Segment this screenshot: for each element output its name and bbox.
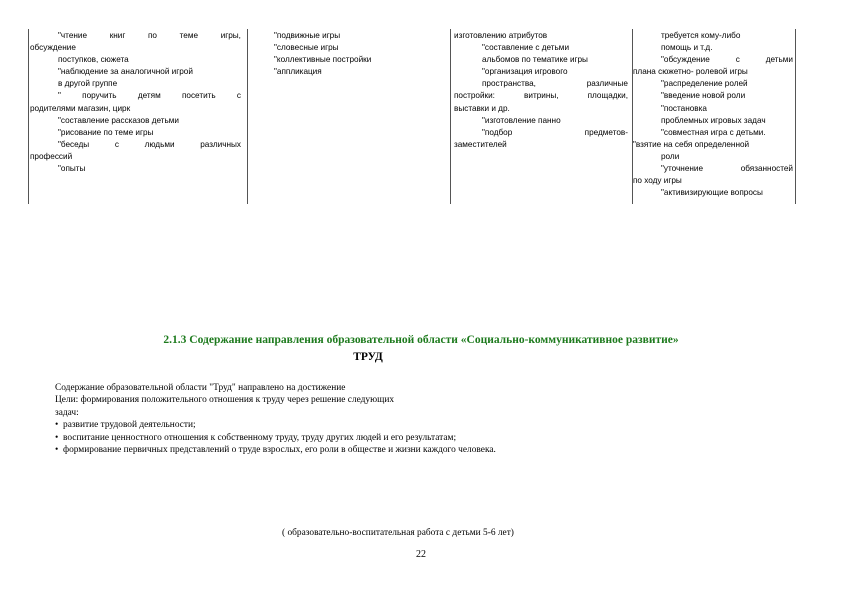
table-cell-word: с bbox=[114, 139, 119, 149]
table-cell-line bbox=[633, 163, 793, 175]
bullet-icon: • bbox=[55, 445, 59, 456]
table-cell-line: помощь и т.д. bbox=[661, 43, 713, 53]
table-cell-word: "уточнение bbox=[661, 164, 704, 174]
table-cell-line: проблемных игровых задач bbox=[661, 115, 766, 125]
task-item: • развитие трудовой деятельности; bbox=[55, 420, 196, 431]
table-cell-word: по bbox=[148, 31, 157, 40]
intro-text: Содержание образовательной области "Труд" направлено на достижение bbox=[55, 383, 346, 393]
table-cell-word: витрины, bbox=[524, 91, 559, 101]
table-cell-word: с bbox=[236, 91, 241, 101]
table-cell-line: изготовлению атрибутов bbox=[454, 31, 548, 40]
table-border bbox=[247, 29, 248, 204]
table-cell-word: площадки, bbox=[587, 91, 628, 101]
table-cell-line: "составление рассказов детьми bbox=[58, 115, 180, 125]
table-cell-word: " bbox=[58, 91, 61, 101]
table-cell-line: родителями магазин, цирк bbox=[30, 103, 131, 113]
table-cell-line: "постановка bbox=[661, 103, 707, 113]
table-cell-word: "чтение bbox=[58, 31, 88, 40]
table-cell-line: требуется кому-либо bbox=[661, 31, 741, 40]
table-cell-line bbox=[30, 30, 241, 42]
table-cell-line: "совместная игра с детьми. bbox=[661, 127, 766, 137]
table-cell-line bbox=[454, 78, 628, 90]
table-cell-word: игры, bbox=[220, 31, 241, 40]
table-cell-word: пространства, bbox=[482, 79, 536, 89]
table-cell-line: поступков, сюжета bbox=[58, 55, 129, 65]
table-cell-line: плана сюжетно- ролевой игры bbox=[633, 67, 748, 77]
table-cell-word: обязанностей bbox=[740, 164, 793, 174]
page-number: 22 bbox=[416, 549, 426, 560]
table-cell-word: с bbox=[735, 55, 740, 65]
table-column-2 bbox=[274, 30, 444, 78]
table-cell-line bbox=[633, 54, 793, 66]
table-cell-line: "активизирующие вопросы bbox=[661, 188, 763, 198]
table-cell-word: различные bbox=[586, 79, 628, 89]
table-column-1 bbox=[30, 30, 241, 175]
goal-text-cont: задач: bbox=[55, 407, 79, 418]
table-cell-line: заместителей bbox=[454, 139, 507, 149]
table-cell-line: "организация игрового bbox=[482, 67, 568, 77]
table-cell-line: выставки и др. bbox=[454, 103, 510, 113]
table-cell-word: предметов- bbox=[584, 127, 628, 137]
table-cell-word: посетить bbox=[181, 91, 216, 101]
table-border bbox=[450, 29, 451, 204]
table-cell-line: профессий bbox=[30, 151, 73, 161]
table-cell-line bbox=[454, 90, 628, 102]
table-cell-line: в другой группе bbox=[58, 79, 118, 89]
table-cell-line bbox=[30, 90, 241, 102]
task-item: • формирование первичных представлений о труде взрослых, его роли в обществе и жизни каждого человека. bbox=[55, 445, 496, 456]
table-cell-line: "составление с детьми bbox=[482, 43, 570, 53]
table-cell-word: различных bbox=[200, 139, 241, 149]
table-cell-line: обсуждение bbox=[30, 43, 76, 53]
table-cell-line: "наблюдение за аналогичной игрой bbox=[58, 67, 193, 77]
bullet-icon: • bbox=[55, 432, 59, 443]
table-cell-word: "беседы bbox=[58, 139, 90, 149]
bullet-icon: • bbox=[55, 420, 59, 431]
table-cell-line: "коллективные постройки bbox=[274, 55, 372, 65]
table-cell-line: по ходу игры bbox=[633, 176, 682, 186]
section-body bbox=[55, 382, 655, 456]
table-cell-line: "словесные игры bbox=[274, 43, 339, 53]
table-column-3 bbox=[454, 30, 628, 151]
table-cell-line: "опыты bbox=[58, 164, 86, 174]
table-cell-line: "аппликация bbox=[274, 67, 322, 77]
table-cell-line: роли bbox=[661, 151, 680, 161]
table-cell-word: книг bbox=[109, 31, 126, 40]
table-cell-line bbox=[454, 127, 628, 139]
activities-table bbox=[28, 29, 796, 204]
footer-note: ( образовательно-воспитательная работа с детьми 5-6 лет) bbox=[282, 528, 514, 538]
table-column-4 bbox=[633, 30, 793, 199]
table-cell-word: людьми bbox=[144, 139, 175, 149]
table-cell-line bbox=[30, 139, 241, 151]
table-cell-line: альбомов по тематике игры bbox=[482, 55, 588, 65]
table-cell-word: постройки: bbox=[454, 91, 495, 101]
table-border bbox=[28, 29, 29, 204]
table-cell-line: "рисование по теме игры bbox=[58, 127, 154, 137]
table-cell-word: детьми bbox=[765, 55, 793, 65]
goal-text: Цели: формирования положительного отношения к труду через решение следующих bbox=[55, 395, 395, 406]
table-cell-line: "распределение ролей bbox=[661, 79, 748, 89]
table-cell-line: "введение новой роли bbox=[661, 91, 746, 101]
table-cell-line: "подвижные игры bbox=[274, 31, 341, 40]
table-cell-word: поручить bbox=[82, 91, 117, 101]
table-cell-word: детям bbox=[137, 91, 161, 101]
table-cell-word: "обсуждение bbox=[661, 55, 710, 65]
section-subheading: ТРУД bbox=[353, 351, 383, 363]
section-heading: 2.1.3 Содержание направления образовательной области «Социально-коммуникативное развитие» bbox=[163, 334, 679, 346]
table-cell-word: теме bbox=[179, 31, 199, 40]
task-item: • воспитание ценностного отношения к собственному труду, труду других людей и его результатам; bbox=[55, 432, 457, 443]
table-cell-word: "подбор bbox=[482, 127, 513, 137]
table-cell-line: "взятие на себя определенной bbox=[633, 139, 750, 149]
table-cell-line: "изготовление панно bbox=[482, 115, 561, 125]
